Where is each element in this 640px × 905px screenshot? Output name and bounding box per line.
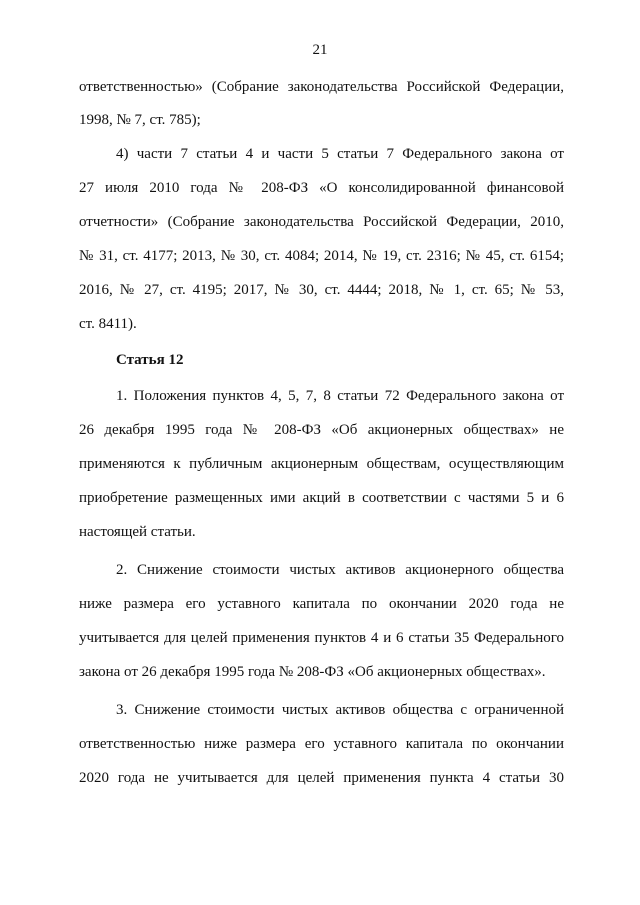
paragraph-line: настоящей статьи.	[79, 524, 196, 540]
paragraph-line: ответственностью ниже размера его уставного капитала по окончании	[79, 736, 564, 752]
paragraph-line: применяются к публичным акционерным обществам, осуществляющим	[79, 456, 564, 472]
page-number: 21	[312, 42, 328, 58]
paragraph-line: ответственностью» (Собрание законодательства Российской Федерации,	[79, 79, 564, 95]
paragraph-line: ниже размера его уставного капитала по окончании 2020 года не	[79, 596, 564, 612]
paragraph-line: приобретение размещенных ими акций в соответствии с частями 5 и 6	[79, 490, 564, 506]
paragraph-line: 2020 года не учитывается для целей применения пункта 4 статьи 30	[79, 770, 564, 786]
article-heading: Статья 12	[116, 352, 184, 368]
paragraph-line: 3. Снижение стоимости чистых активов общества с ограниченной	[116, 702, 564, 718]
paragraph-line: отчетности» (Собрание законодательства Российской Федерации, 2010,	[79, 214, 564, 230]
paragraph-line: № 31, ст. 4177; 2013, № 30, ст. 4084; 2014, № 19, ст. 2316; № 45, ст. 6154;	[79, 248, 564, 264]
paragraph-line: учитывается для целей применения пунктов 4 и 6 статьи 35 Федерального	[79, 630, 564, 646]
paragraph-line: 27 июля 2010 года № 208-ФЗ «О консолидированной финансовой	[79, 180, 564, 196]
paragraph-line: 26 декабря 1995 года № 208-ФЗ «Об акционерных обществах» не	[79, 422, 564, 438]
paragraph-line: 4) части 7 статьи 4 и части 5 статьи 7 Федерального закона от	[116, 146, 564, 162]
paragraph-line: 2. Снижение стоимости чистых активов акционерного общества	[116, 562, 564, 578]
paragraph-line: 1. Положения пунктов 4, 5, 7, 8 статьи 72 Федерального закона от	[116, 388, 564, 404]
paragraph-line: 1998, № 7, ст. 785);	[79, 112, 201, 128]
paragraph-line: ст. 8411).	[79, 316, 137, 332]
paragraph-line: закона от 26 декабря 1995 года № 208-ФЗ «Об акционерных обществах».	[79, 664, 546, 680]
paragraph-line: 2016, № 27, ст. 4195; 2017, № 30, ст. 4444; 2018, № 1, ст. 65; № 53,	[79, 282, 564, 298]
